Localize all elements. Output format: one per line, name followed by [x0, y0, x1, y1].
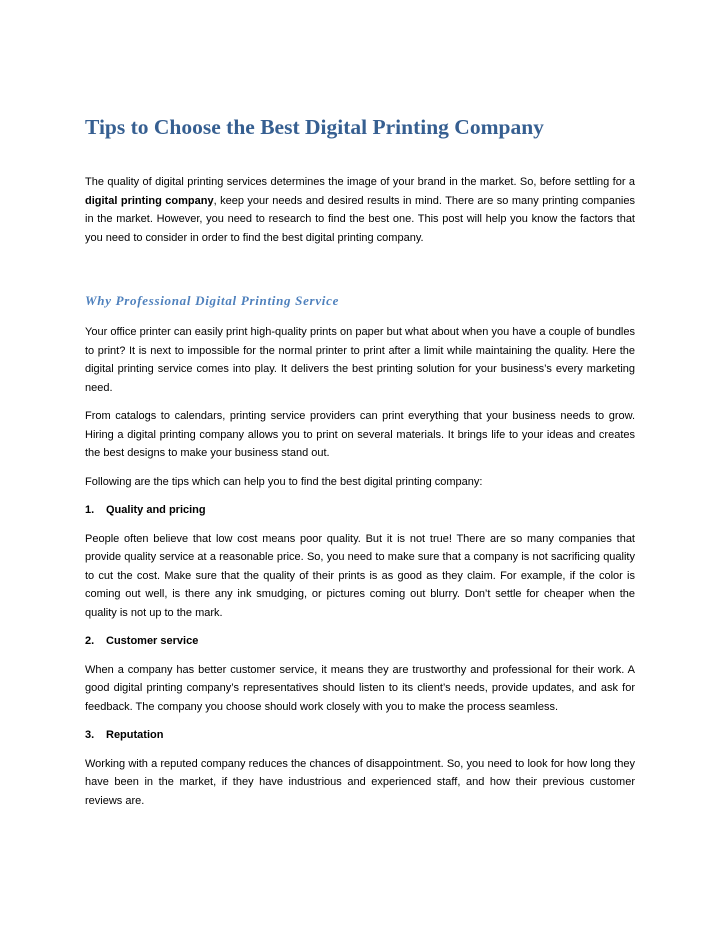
tip-heading	[85, 501, 635, 520]
document-content	[85, 112, 635, 810]
tip-body: Working with a reputed company reduces the chances of disappointment. So, you need to look for how long they have been in the market, if they have industrious and experienced staff, and how their previous customer reviews are.	[85, 757, 635, 807]
intro-paragraph	[85, 173, 635, 247]
intro-bold-keyword: digital printing company	[85, 194, 214, 207]
tip-body: When a company has better customer service, it means they are trustworthy and professional for their work. A good digital printing company’s representatives should listen to its client’s needs, provide updates, and ask for feedback. The company you choose should work closely with you to make the process seamless.	[85, 663, 635, 713]
tip-heading	[85, 726, 635, 745]
body-paragraph: Following are the tips which can help you to find the best digital printing company:	[85, 475, 483, 488]
intro-text-start: The quality of digital printing services determines the image of your brand in the market. So, before settling for a	[85, 176, 635, 188]
body-paragraph: From catalogs to calendars, printing service providers can print everything that your business needs to grow. Hiring a digital printing company allows you to print on several materials. It brings life to your ideas and creates the best designs to make your business stand out.	[85, 410, 635, 459]
section-heading: Why Professional Digital Printing Service	[85, 293, 340, 308]
tip-number: 1.	[85, 504, 95, 516]
tip-heading-label: Reputation	[106, 729, 164, 741]
tip-heading-label: Quality and pricing	[106, 504, 206, 516]
page-title: Tips to Choose the Best Digital Printing Company	[85, 115, 544, 139]
body-paragraph: Your office printer can easily print high-quality prints on paper but what about when you have a couple of bundles to print? It is next to impossible for the normal printer to print after a limit while maintaining the quality. Here the digital printing service comes into play. It delivers the best printing solution for your business’s every marketing need.	[85, 326, 635, 394]
tip-number: 3.	[85, 729, 95, 741]
tip-body: People often believe that low cost means poor quality. But it is not true! There are so many companies that provide quality service at a reasonable price. So, you need to make sure that a company is not sacrificing quality to cut the cost. Make sure that the quality of their prints is as good as they claim. For example, if the color is coming out well, is there any ink smudging, or pictures coming out blurry. Don’t settle for cheaper when the quality is not up to the mark.	[85, 532, 635, 619]
intro-text-end: , keep your needs and desired results in mind. There are so many printing companies in the market. However, you need to research to find the best one. This post will help you know the factors that you need to consider in order to find the best digital printing company.	[85, 194, 635, 244]
tip-heading-label: Customer service	[106, 635, 199, 647]
tip-number: 2.	[85, 635, 95, 647]
tip-heading	[85, 632, 635, 651]
